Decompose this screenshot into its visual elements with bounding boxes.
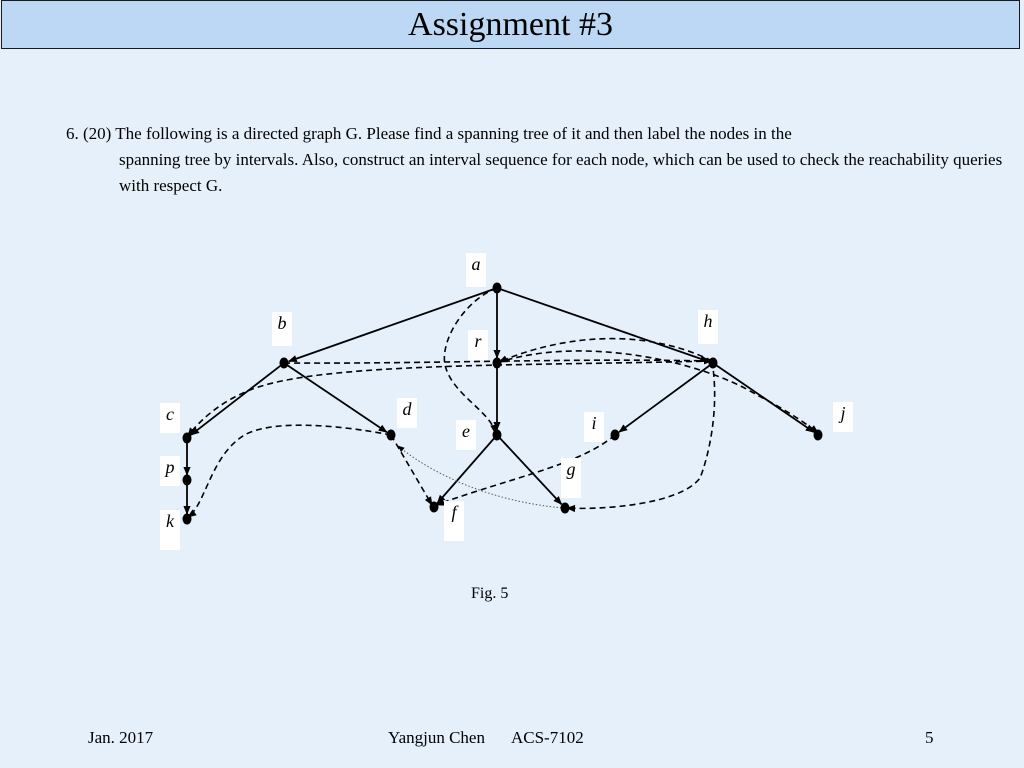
question-line-rest: spanning tree by intervals. Also, construct an interval sequence for each node, which can be used to check the reachability queries with respect G. — [119, 150, 1003, 195]
node-label-b: b — [272, 312, 292, 346]
footer-course: ACS-7102 — [510, 728, 584, 747]
non-tree-edge-d-k — [188, 425, 391, 517]
node-c — [183, 433, 192, 444]
dotted-edge-g-d — [398, 446, 565, 508]
node-label-k: k — [160, 510, 180, 550]
non-tree-edge-h-r — [499, 339, 712, 362]
slide-title: Assignment #3 — [408, 5, 613, 43]
footer-author-course — [388, 728, 584, 748]
node-d — [387, 430, 396, 441]
question-line-1: 6. (20) The following is a directed graph G. Please find a spanning tree of it and then label the nodes in the — [66, 124, 792, 143]
figure-caption: Fig. 5 — [471, 585, 509, 602]
node-h — [709, 358, 718, 369]
footer-page-number: 5 — [925, 728, 934, 747]
node-a — [493, 283, 502, 294]
node-g — [561, 503, 570, 514]
node-i — [611, 430, 620, 441]
node-r — [493, 358, 502, 369]
tree-edge-a-b — [289, 289, 494, 361]
node-label-a: a — [466, 253, 486, 287]
tree-edge-b-c — [191, 365, 282, 435]
node-label-p: p — [160, 456, 180, 486]
node-label-f: f — [444, 501, 464, 541]
node-j — [814, 430, 823, 441]
node-f — [430, 502, 439, 513]
non-tree-edge-h-c — [188, 361, 712, 436]
node-label-c: c — [160, 403, 180, 433]
footer-author: Yangjun Chen — [388, 728, 485, 747]
tree-edge-h-i — [619, 365, 711, 432]
non-tree-edge-r-j — [497, 351, 818, 433]
node-label-j: j — [833, 402, 853, 432]
node-label-i: i — [584, 412, 604, 442]
node-label-r: r — [468, 330, 488, 360]
tree-edge-e-g — [499, 437, 562, 504]
footer-date: Jan. 2017 — [88, 728, 154, 747]
node-p — [183, 475, 192, 486]
node-b — [280, 358, 289, 369]
non-tree-edge-d-f — [391, 435, 432, 505]
tree-edge-b-d — [286, 365, 386, 433]
node-e — [493, 430, 502, 441]
node-label-d: d — [397, 398, 417, 428]
node-k — [183, 514, 192, 525]
tree-edge-h-j — [715, 365, 813, 432]
node-label-h: h — [698, 310, 718, 344]
non-tree-edge-a-e — [444, 288, 497, 433]
node-label-g: g — [561, 458, 581, 498]
node-label-e: e — [456, 420, 476, 450]
